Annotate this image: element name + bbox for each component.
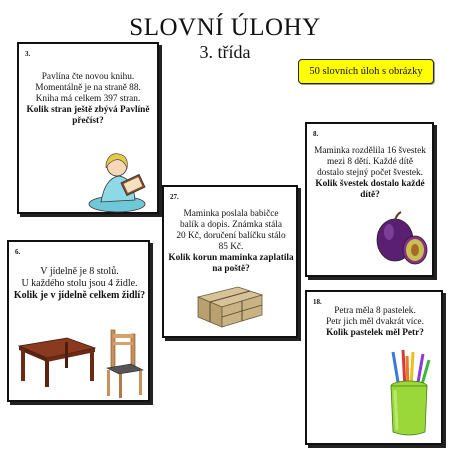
card-text — [167, 209, 295, 275]
card-text — [310, 306, 440, 339]
card-18 — [305, 290, 443, 445]
card-line: Petra měla 8 pastelek. — [334, 306, 416, 316]
card-27 — [162, 185, 298, 338]
card-question: Kolik korun maminka zaplatila na poště? — [168, 253, 294, 274]
card-line: Pavlína čte novou knihu. — [41, 72, 135, 82]
card-text — [310, 146, 430, 201]
card-question: Kolik je v jídelně celkem židlí? — [13, 290, 146, 301]
card-line: U každého stolu jsou 4 židle. — [21, 278, 138, 289]
card-line: V jídelně je 8 stolů. — [40, 266, 119, 277]
card-line: Maminka poslala babičce — [183, 209, 279, 219]
card-number: 6. — [15, 248, 21, 256]
card-line: balík a dopis. Známka stála — [180, 220, 282, 230]
card-question: Kolik stran ještě zbývá Pavlíně přečíst? — [26, 105, 150, 126]
card-line: Petr jich měl dvakrát více. — [326, 317, 424, 327]
card-line: 85 Kč. — [218, 242, 244, 252]
card-line: 20 Kč, doručení balíčku stálo — [176, 231, 286, 241]
card-question: Kolik pastelek měl Petr? — [326, 328, 424, 338]
card-number: 18. — [313, 298, 322, 306]
card-number: 3. — [25, 50, 31, 58]
card-line: mezi 8 dětí. Každé dítě — [327, 157, 413, 167]
card-line: Momentálně je na straně 88. — [35, 83, 141, 93]
chair-icon — [101, 328, 145, 398]
table-icon — [17, 332, 97, 388]
card-line: Maminka rozdělila 16 švestek — [314, 146, 426, 156]
parcel-icon — [194, 283, 266, 329]
reading-person-icon — [87, 144, 151, 214]
card-3 — [17, 42, 159, 214]
card-8 — [305, 122, 434, 277]
card-line: dostalo stejný počet švestek. — [317, 168, 423, 178]
card-6 — [7, 240, 150, 402]
card-line: Kniha má celkem 397 stran. — [35, 94, 141, 104]
page-subtitle: 3. třída — [199, 42, 251, 62]
card-number: 8. — [313, 130, 319, 138]
card-text — [23, 72, 153, 127]
plum-icon — [371, 210, 431, 270]
card-question: Kolik švestek dostalo každé dítě? — [315, 179, 425, 200]
badge: 50 slovních úloh s obrázky — [298, 59, 434, 84]
page-title: SLOVNÍ ÚLOHY — [129, 14, 321, 41]
card-number: 27. — [170, 193, 179, 201]
card-text — [13, 266, 146, 302]
pencil-cup-icon — [387, 348, 433, 440]
